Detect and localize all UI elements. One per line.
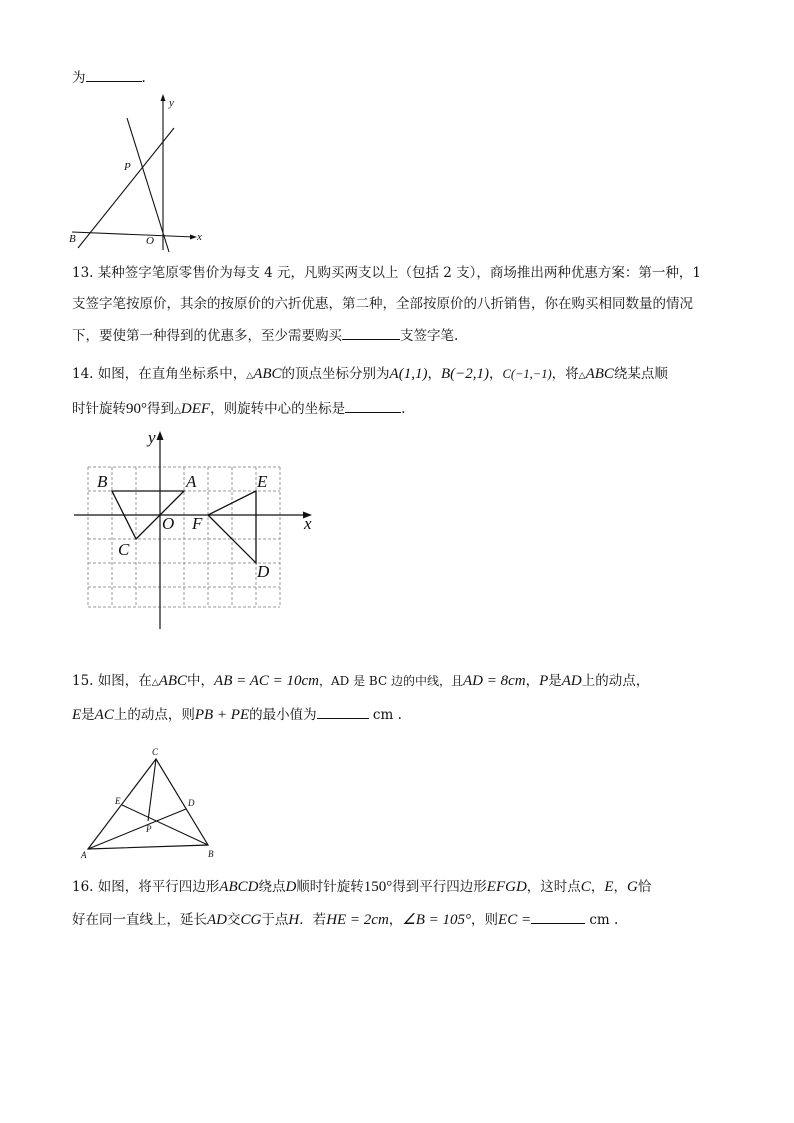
- figure-q12: [66, 90, 216, 252]
- triangle-symbol: △: [151, 678, 159, 688]
- question-13-line1: [72, 264, 701, 282]
- question-text: 绕某点顺: [613, 366, 668, 382]
- math-he: HE = 2cm: [326, 912, 389, 928]
- math-p: P: [539, 673, 549, 689]
- question-text: 时针旋转: [72, 401, 126, 417]
- math-g: G: [626, 879, 638, 895]
- label-e: E: [115, 796, 121, 806]
- triangle-symbol: △: [578, 371, 586, 381]
- label-b: B: [208, 849, 214, 859]
- answer-blank-16[interactable]: [531, 910, 585, 924]
- math-ac: AC: [94, 707, 114, 723]
- label-p: P: [146, 824, 152, 834]
- unit: cm .: [589, 912, 619, 928]
- question-13-line3: [72, 326, 458, 345]
- math-d: D: [285, 879, 297, 895]
- label-x: x: [304, 514, 312, 533]
- y-axis-arrow: [157, 431, 164, 440]
- y-axis-arrow: [161, 94, 166, 101]
- label-f: F: [192, 514, 203, 533]
- math-angle: 90°: [126, 401, 147, 417]
- line-through-b: [78, 128, 174, 248]
- question-15-line2: [72, 705, 402, 724]
- label-o: O: [162, 514, 175, 533]
- label-p: P: [124, 161, 131, 173]
- question-text: 是: [548, 673, 562, 689]
- math-eq1: AB = AC = 10cm: [214, 673, 320, 689]
- coord-b: B(−2,1): [440, 366, 489, 382]
- question-number: 16.: [72, 879, 94, 895]
- triangle-symbol: △: [246, 371, 254, 381]
- question-text: ．若: [299, 912, 327, 928]
- top-fragment: [72, 68, 146, 87]
- question-number: 14.: [72, 366, 94, 382]
- question-text: ，这时点: [526, 879, 581, 895]
- question-text: 如图，将平行四边形: [97, 879, 220, 895]
- question-text: .: [401, 401, 406, 417]
- question-text: 某种签字笔原零售价为每支 4 元，凡购买两支以上（包括 2 支），商场推出两种优惠方案：第一种，1: [97, 265, 701, 281]
- answer-blank-12[interactable]: [86, 68, 142, 82]
- label-b: B: [97, 472, 108, 491]
- answer-blank-13[interactable]: [342, 326, 400, 340]
- label-c: C: [152, 747, 159, 757]
- math-angle: 150°: [363, 879, 393, 895]
- math-e: E: [72, 707, 82, 723]
- question-text: ，则旋转中心的坐标是: [210, 401, 346, 417]
- question-text: 支签字笔.: [400, 328, 459, 344]
- answer-blank-14[interactable]: [345, 399, 401, 413]
- question-number: 15.: [72, 673, 94, 689]
- math-h: H: [288, 912, 300, 928]
- dashed-grid: [88, 467, 280, 607]
- question-14-line1: 14. 如图，在直角坐标系中，△ABC的顶点坐标分别为A(1,1)，B(−2,1)，C(−1,−1)，将△ABC绕某点顺: [72, 366, 668, 382]
- x-axis-arrow: [190, 235, 197, 240]
- math-e: E: [604, 879, 614, 895]
- label-y: y: [148, 428, 156, 447]
- question-text: 交: [227, 912, 241, 928]
- question-text: 上的动点，: [581, 673, 650, 689]
- math-abc: ABC: [158, 673, 188, 689]
- math-def: DEF: [180, 401, 211, 417]
- coord-c: C(−1,−1): [502, 367, 552, 381]
- label-a: A: [81, 850, 87, 860]
- question-text: 于点: [261, 912, 289, 928]
- question-text: 支签字笔按原价，其余的按原价的六折优惠，第二种，全部按原价的八折销售，你在购买相同数量的情况: [72, 296, 693, 312]
- question-13-line2: [72, 295, 693, 313]
- math-abc: ABC: [253, 366, 282, 382]
- label-d: D: [257, 562, 270, 581]
- question-14-line2: [72, 399, 405, 420]
- math-c: C: [580, 879, 591, 895]
- unit: cm .: [372, 707, 402, 723]
- question-text: 如图，在直角坐标系中，: [97, 366, 247, 382]
- question-text: ，: [525, 673, 540, 689]
- question-number: 13.: [72, 265, 94, 281]
- math-ad: AD: [207, 912, 227, 928]
- math-abcd: ABCD: [219, 879, 259, 895]
- question-text: ，AD 是 BC 边的中线，且: [319, 674, 463, 688]
- question-text: 中，: [187, 673, 215, 689]
- fragment-suffix: .: [141, 70, 146, 86]
- question-text: 得到平行四边形: [392, 879, 487, 895]
- math-cg: CG: [240, 912, 262, 928]
- triangle-symbol: △: [174, 406, 181, 416]
- question-16-line1: [72, 878, 651, 896]
- question-text: 顺时针旋转: [296, 879, 364, 895]
- answer-blank-15[interactable]: [317, 705, 369, 719]
- label-a: A: [186, 472, 197, 491]
- figure-q15: [78, 745, 228, 863]
- math-angle-b: ∠B = 105°: [402, 912, 472, 928]
- label-c: C: [118, 540, 130, 559]
- label-d: D: [188, 798, 195, 808]
- label-e: E: [257, 472, 268, 491]
- question-text: 好在同一直线上，延长: [72, 912, 207, 928]
- math-abc: ABC: [585, 366, 614, 382]
- question-15-line1: [72, 672, 649, 692]
- figure-q14-grid: [70, 425, 320, 635]
- math-ec: EC =: [498, 912, 532, 928]
- question-text: 得到: [147, 401, 174, 417]
- question-text: 恰: [637, 879, 652, 895]
- label-b: B: [69, 233, 76, 245]
- math-efgd: EFGD: [486, 879, 527, 895]
- fragment-prefix: 为: [72, 70, 86, 86]
- math-expr: PB + PE: [194, 707, 250, 723]
- coord-a: A(1,1): [389, 366, 428, 382]
- question-16-line2: [72, 910, 618, 929]
- label-x: x: [197, 231, 202, 243]
- question-text: ，则: [471, 912, 499, 928]
- question-text: ，: [613, 879, 627, 895]
- question-text: 如图，在: [97, 673, 152, 689]
- math-eq2: AD = 8cm: [462, 673, 526, 689]
- segment-be: [122, 805, 208, 845]
- question-text: 是: [81, 707, 95, 723]
- question-text: 的最小值为: [249, 707, 317, 723]
- question-text: 上的动点，则: [113, 707, 195, 723]
- question-text: 的顶点坐标分别为: [281, 366, 390, 382]
- question-text: 绕点: [258, 879, 286, 895]
- label-y: y: [169, 97, 174, 109]
- question-text: ，: [590, 879, 605, 895]
- question-text: 下，要使第一种得到的优惠多，至少需要购买: [72, 328, 342, 344]
- label-o: O: [146, 235, 154, 247]
- question-text: ，: [388, 912, 403, 928]
- question-text: ，将: [551, 366, 579, 382]
- math-ad: AD: [561, 673, 582, 689]
